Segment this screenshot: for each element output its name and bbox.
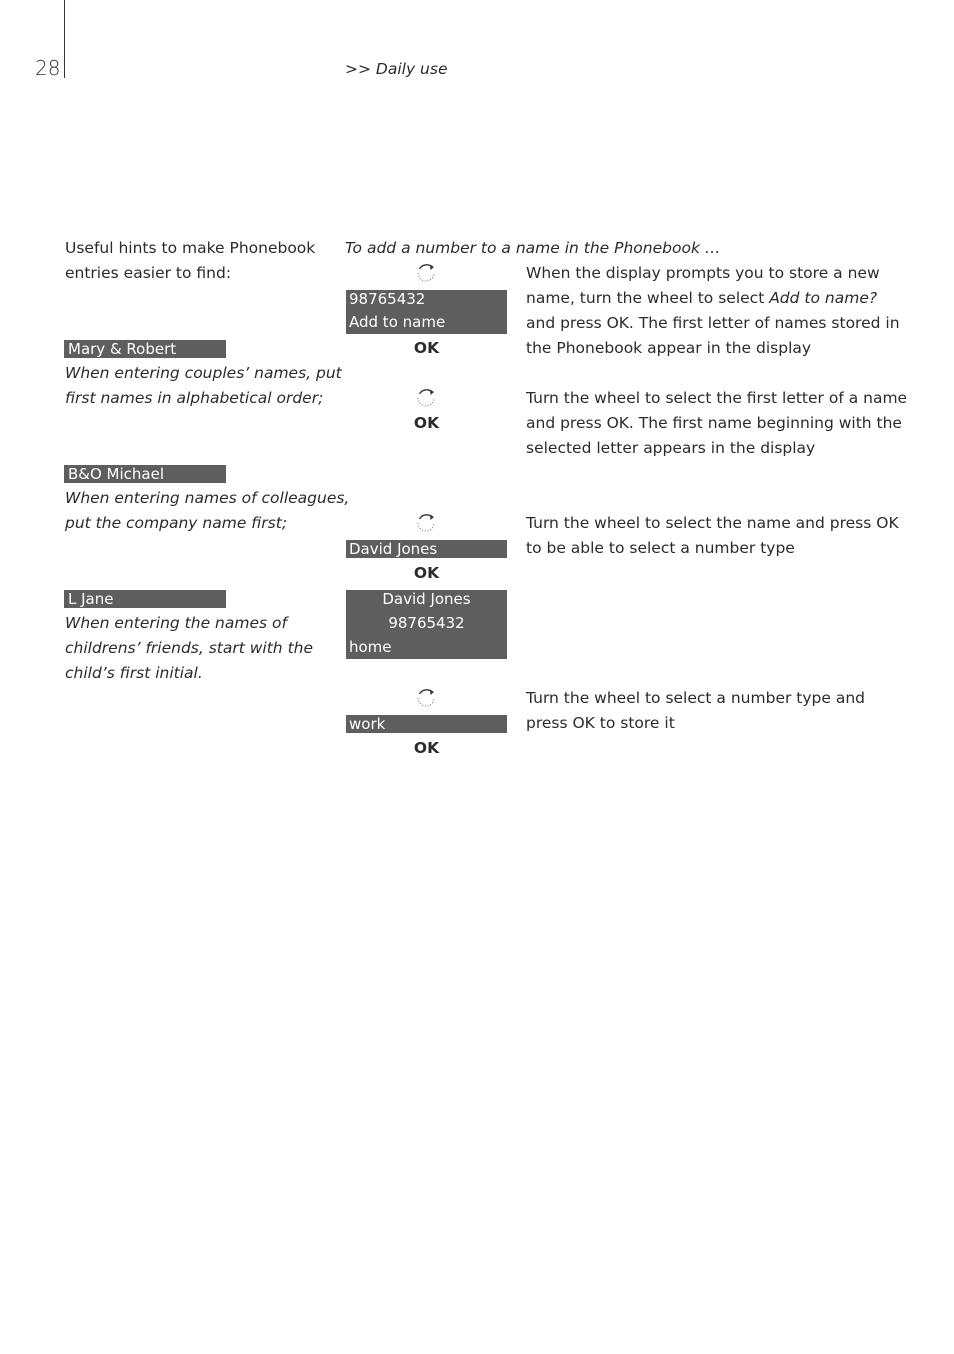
display-number-type: work xyxy=(346,715,507,733)
hints-intro-line: Useful hints to make Phonebook xyxy=(65,239,316,257)
step-line: and press OK. The first name beginning with the xyxy=(526,414,902,432)
step-line: to be able to select a number type xyxy=(526,539,795,557)
step-line: the Phonebook appear in the display xyxy=(526,339,812,357)
hint-label-friends: L Jane xyxy=(64,590,226,608)
step-2-text xyxy=(526,386,906,461)
hint-text-friends xyxy=(65,611,335,686)
hint-line: When entering the names of xyxy=(65,614,287,632)
hint-text-colleagues xyxy=(65,486,350,536)
display-option: Add to name xyxy=(349,313,446,331)
display-name: David Jones xyxy=(346,540,507,558)
page-number: 28 xyxy=(35,56,61,80)
ok-label: OK xyxy=(413,739,440,757)
wheel-turn-icon xyxy=(415,387,437,409)
hints-intro-line: entries easier to find: xyxy=(65,264,232,282)
display-contact-number: 98765432 xyxy=(388,614,465,632)
step-1-text xyxy=(526,261,906,361)
wheel-turn-icon xyxy=(415,262,437,284)
ok-label: OK xyxy=(413,414,440,432)
step-line xyxy=(526,286,906,311)
step-line: press OK to store it xyxy=(526,714,675,732)
section-title: >> Daily use xyxy=(345,60,448,78)
display-contact-name: David Jones xyxy=(382,590,471,608)
procedure-title: To add a number to a name in the Phonebook … xyxy=(345,239,721,257)
hint-label-colleagues: B&O Michael xyxy=(64,465,226,483)
wheel-turn-icon xyxy=(415,512,437,534)
hints-intro xyxy=(65,236,335,286)
step-line: Turn the wheel to select a number type and xyxy=(526,689,865,707)
hint-line: childrens’ friends, start with the xyxy=(65,639,313,657)
step-4-text xyxy=(526,686,906,736)
display-contact-type: home xyxy=(349,638,392,656)
hint-line: When entering couples’ names, put xyxy=(65,364,342,382)
step-line: and press OK. The first letter of names stored in xyxy=(526,314,900,332)
ok-label: OK xyxy=(413,564,440,582)
step-line: Turn the wheel to select the name and press OK xyxy=(526,514,899,532)
hint-line: child’s first initial. xyxy=(65,664,203,682)
display-add-to-name xyxy=(346,290,507,334)
wheel-turn-icon xyxy=(415,687,437,709)
add-to-name-term: Add to name? xyxy=(769,289,878,307)
step-3-text xyxy=(526,511,906,561)
step-line: When the display prompts you to store a new xyxy=(526,264,880,282)
step-line: selected letter appears in the display xyxy=(526,439,816,457)
hint-line: first names in alphabetical order; xyxy=(65,389,324,407)
hint-text-couples xyxy=(65,361,342,411)
hint-line: put the company name first; xyxy=(65,514,288,532)
step-line: Turn the wheel to select the first letter of a name xyxy=(526,389,908,407)
display-contact xyxy=(346,590,507,659)
step-line-text: name, turn the wheel to select xyxy=(526,289,770,307)
hint-line: When entering names of colleagues, xyxy=(65,489,350,507)
display-number: 98765432 xyxy=(349,290,426,308)
ok-label: OK xyxy=(413,339,440,357)
margin-rule xyxy=(64,0,65,78)
hint-label-couples: Mary & Robert xyxy=(64,340,226,358)
